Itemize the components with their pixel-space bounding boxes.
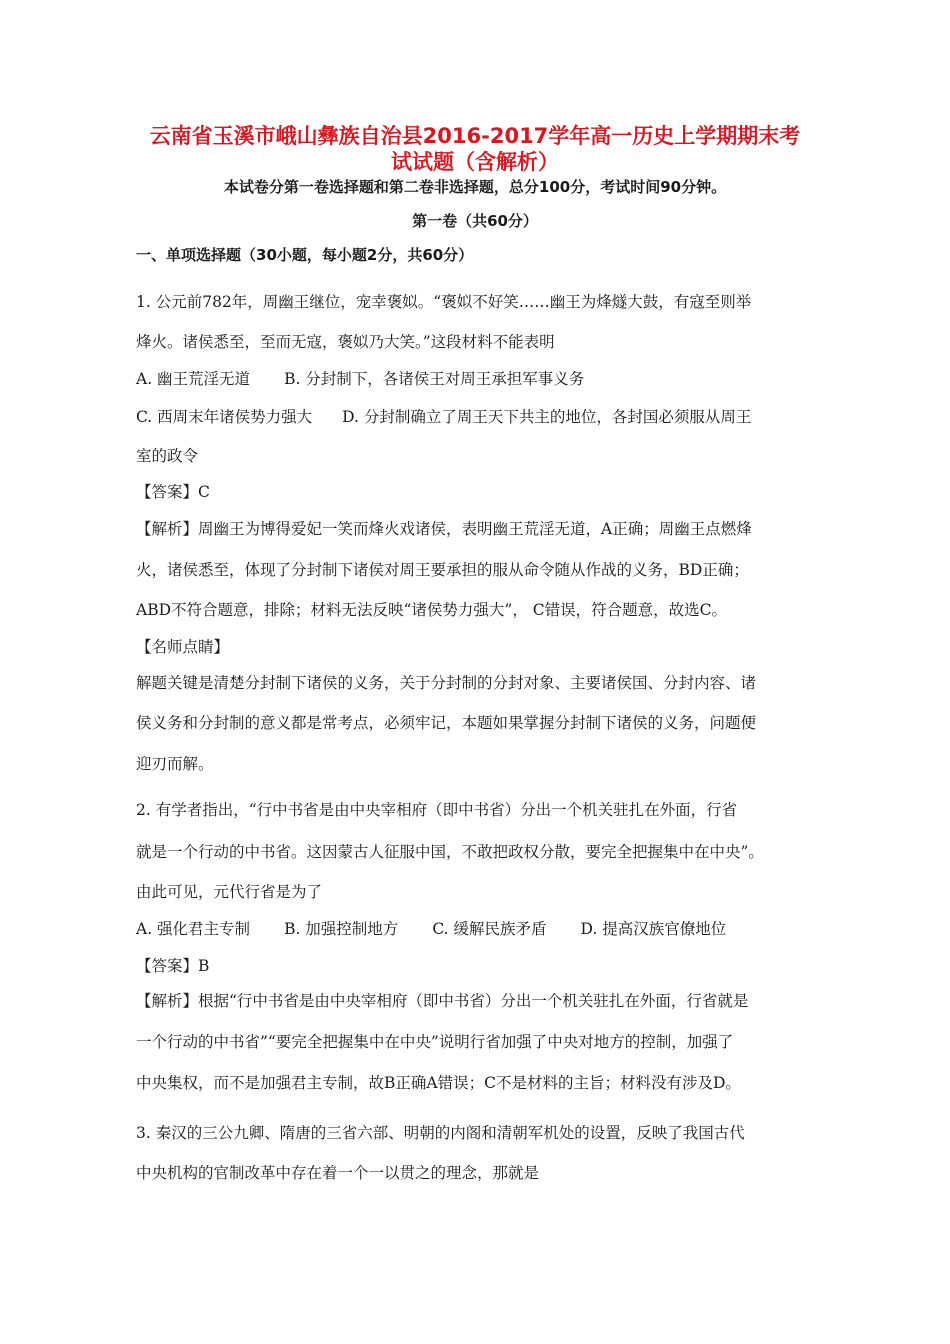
q2-stem-line-2: 就是一个行动的中书省。这因蒙古人征服中国，不敢把政权分散，要完全把握集中在中央”。 [136,843,764,861]
q1-answer: 【答案】C [136,483,210,501]
q1-analysis-line-2: 火，诸侯悉至，体现了分封制下诸侯对周王要承担的服从命令随从作战的义务，BD正确； [136,561,749,579]
q1-tip-line-3: 迎刃而解。 [136,755,214,773]
q1-option-row-1 [136,368,584,390]
q3-stem-line-2: 中央机构的官制改革中存在着一个一以贯之的理念，那就是 [136,1164,540,1182]
exam-intro: 本试卷分第一卷选择题和第二卷非选择题，总分100分，考试时间90分钟。 [223,178,727,196]
q2-stem-line-3: 由此可见，元代行省是为了 [136,883,323,901]
q2-option-d: D. 提高汉族官僚地位 [580,920,727,938]
q1-option-d: D. 分封制确立了周王天下共主的地位，各封国必须服从周王 [342,408,752,426]
q1-option-d-line-2: 室的政令 [136,447,199,465]
q1-stem-line-2: 烽火。诸侯悉至，至而无寇，褒姒乃大笑。”这段材料不能表明 [136,333,555,351]
q2-option-row [136,918,726,940]
q2-stem-line-1: 2. 有学者指出，“行中书省是由中央宰相府（即中书省）分出一个机关驻扎在外面，行省 [136,801,738,819]
q1-tip-line-2: 侯义务和分封制的意义都是常考点，必须牢记，本题如果掌握分封制下诸侯的义务，问题便 [136,714,757,732]
q2-option-b: B. 加强控制地方 [284,920,399,938]
q1-stem-line-1: 1. 公元前782年，周幽王继位，宠幸褒姒。“褒姒不好笑……幽王为烽燧大鼓，有寇至则举 [136,293,752,311]
q1-option-row-2 [136,406,751,428]
q3-stem-line-1: 3. 秦汉的三公九卿、隋唐的三省六部、明朝的内阁和清朝军机处的设置，反映了我国古代 [136,1124,745,1142]
q1-option-b: B. 分封制下，各诸侯王对周王承担军事义务 [284,370,585,388]
q2-analysis-line-2: 一个行动的中书省”“要完全把握集中在中央”说明行省加强了中央对地方的控制，加强了 [136,1033,734,1051]
q2-option-a: A. 强化君主专制 [136,920,251,938]
document-title-line-2: 试试题（含解析） [391,150,559,174]
q2-analysis-line-1: 【解析】根据“行中书省是由中央宰相府（即中书省）分出一个机关驻扎在外面，行省就是 [136,992,749,1010]
section-1-title: 一、单项选择题（30小题，每小题2分，共60分） [136,246,474,264]
q1-analysis-line-1: 【解析】周幽王为博得爱妃一笑而烽火戏诸侯，表明幽王荒淫无道，A正确；周幽王点燃烽 [136,520,752,538]
q2-answer: 【答案】B [136,957,210,975]
q1-tip-line-1: 解题关键是清楚分封制下诸侯的义务，关于分封制的分封对象、主要诸侯国、分封内容、诸 [136,674,757,692]
q2-option-c: C. 缓解民族矛盾 [432,920,547,938]
document-title-line-1: 云南省玉溪市峨山彝族自治县2016-2017学年高一历史上学期期末考 [149,124,801,148]
q1-teacher-tip-header: 【名师点睛】 [136,638,230,656]
q2-analysis-line-3: 中央集权，而不是加强君主专制，故B正确A错误；C不是材料的主旨；材料没有涉及D。 [136,1074,741,1092]
q1-analysis-line-3: ABD不符合题意，排除；材料无法反映“诸侯势力强大”， C错误，符合题意，故选C。 [136,601,728,619]
part-1-title: 第一卷（共60分） [412,212,538,230]
q1-option-c: C. 西周末年诸侯势力强大 [136,408,313,426]
q1-option-a: A. 幽王荒淫无道 [136,370,251,388]
